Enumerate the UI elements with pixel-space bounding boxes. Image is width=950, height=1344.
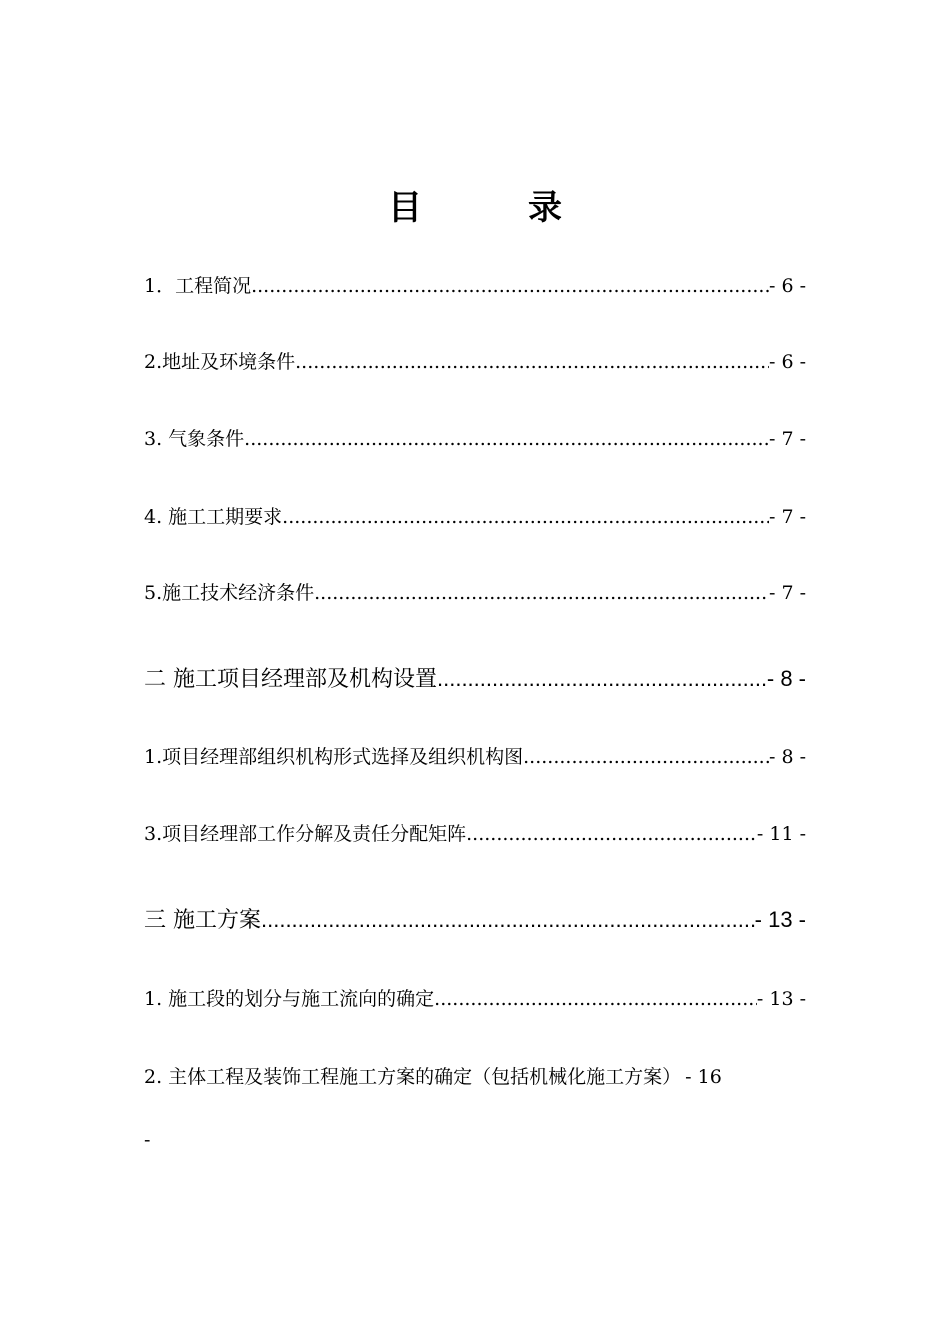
toc-entry-text: 三 施工方案 (144, 908, 261, 933)
page-title: 目 录 (388, 188, 598, 228)
toc-entry[interactable] (144, 348, 806, 376)
toc-entry[interactable] (144, 272, 806, 300)
toc-page-number: - 7 - (768, 582, 806, 604)
toc-entry[interactable] (144, 1063, 806, 1091)
toc-page-number: - 16 (685, 1066, 722, 1088)
toc-page-number: - 8 - (768, 746, 806, 768)
toc-entry-text: 二 施工项目经理部及机构设置 (144, 667, 437, 692)
toc-entry-text: 4. 施工工期要求 (144, 506, 283, 528)
toc-leader (434, 985, 757, 1013)
toc-entry-text: 3.项目经理部工作分解及责任分配矩阵 (144, 823, 467, 845)
toc-leader (282, 503, 769, 531)
toc-entry-text: 5.施工技术经济条件 (144, 582, 315, 604)
toc-leader (314, 579, 769, 607)
toc-page-number: - 13 - (756, 988, 806, 1010)
toc-entry-text: 2. 主体工程及装饰工程施工方案的确定（包括机械化施工方案） (144, 1066, 682, 1088)
toc-page-number: - 11 - (756, 823, 806, 845)
toc-entry[interactable] (144, 820, 806, 848)
toc-leader (437, 664, 767, 694)
toc-page-number-wrap: - (144, 1129, 151, 1151)
toc-leader (523, 743, 769, 771)
toc-entry-text: 1．工程简况 (144, 275, 252, 297)
toc-entry[interactable] (144, 425, 806, 453)
toc-entry[interactable] (144, 985, 806, 1013)
toc-leader (295, 348, 769, 376)
toc-page-number: - 7 - (768, 428, 806, 450)
toc-leader (251, 272, 769, 300)
toc-entry[interactable] (144, 743, 806, 771)
toc-entry-text: 1. 施工段的划分与施工流向的确定 (144, 988, 435, 1010)
toc-entry[interactable] (144, 503, 806, 531)
toc-entry-section[interactable] (144, 664, 806, 695)
toc-entry-text: 3. 气象条件 (144, 428, 245, 450)
toc-entry-text: 2.地址及环境条件 (144, 351, 296, 373)
toc-entry-text: 1.项目经理部组织机构形式选择及组织机构图 (144, 746, 524, 768)
toc-page-number: - 13 - (754, 907, 806, 932)
toc-leader (244, 425, 769, 453)
toc-page-number: - 7 - (768, 506, 806, 528)
toc-leader (261, 905, 755, 935)
toc-entry[interactable] (144, 579, 806, 607)
toc-page-number: - 8 - (766, 666, 806, 691)
toc-entry-section[interactable] (144, 905, 806, 936)
toc-page-number: - 6 - (768, 275, 806, 297)
toc-page-number: - 6 - (768, 351, 806, 373)
toc-leader (466, 820, 757, 848)
